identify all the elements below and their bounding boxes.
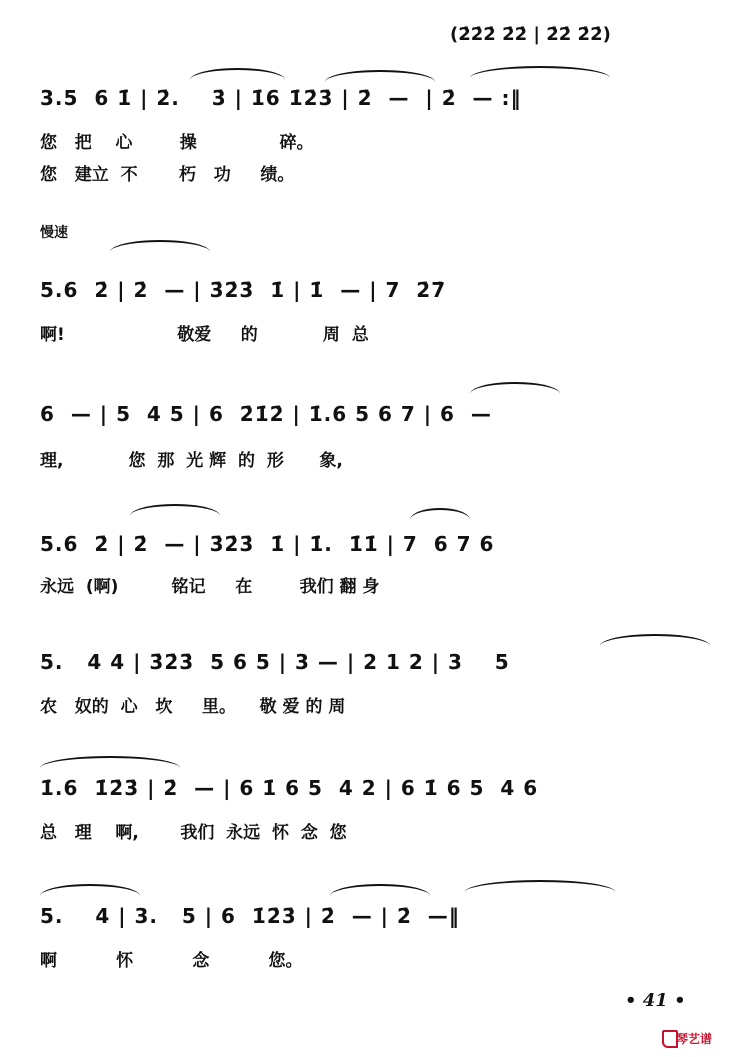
notation-line: 5. 4 4 | 3̇2̇3̇ 5 6 5 | 3 — | 2 1 2 | 3 5 [40,650,510,674]
notation-line: 5.6 2̇ | 2̇ — | 3̇2̇3̇ 1̇ | 1̇. 1̇1̇ | 7 6 7 6 [40,532,495,556]
notation-line: 3.5 6 1̇ | 2̇. 3̇ | 1̇6 1̇2̇3̇ | 2̇ — | 2̇ — :‖ [40,86,522,110]
notation-line: 5.6 2̇ | 2̇ — | 3̇2̇3̇ 1̇ | 1̇ — | 7 2̇7̇ [40,278,447,302]
slur [190,68,285,80]
slur [130,504,220,516]
page-number: • 41 • [625,990,686,1011]
slur [40,884,140,896]
intro-measures: (2̇2̇2̇ 2̇2̇ | 2̇2̇ 2̇2̇) [450,24,611,45]
notation-line: 6 — | 5 4 5 | 6 2̇1̇2̇ | 1̇.6 5 6 7 | 6 — [40,402,492,426]
slur [410,508,470,520]
slur [110,240,210,252]
lyric-line-2: 您 建立 不 朽 功 绩。 [40,165,295,185]
lyric-line-1: 农 奴的 心 坎 里。 敬 爱 的 周 [40,697,346,717]
slur [325,70,435,82]
lyric-line-1: 啊! 敬爱 的 周 总 [40,325,369,345]
lyric-line-1: 理, 您 那 光 辉 的 形 象, [40,451,343,471]
slur [600,634,710,646]
slur [470,382,560,394]
lyric-line-1: 永远 (啊) 铭记 在 我们 翻 身 [40,577,380,597]
notation-line: 1̇.6 1̇2̇3̇ | 2̇ — | 6 1̇ 6 5 4 2 | 6 1̇ 6 5 4 6 [40,776,539,800]
lyric-line-1: 啊 怀 念 您。 [40,951,303,971]
lyric-line-1: 总 理 啊, 我们 永远 怀 念 您 [40,823,347,843]
lyric-line-1: 您 把 心 操 碎。 [40,133,314,153]
slur [40,756,180,768]
notation-line: 5. 4 | 3. 5 | 6 1̇2̇3̇ | 2̇ — | 2̇ —‖ [40,904,460,928]
tempo-marking: 慢速 [40,225,68,241]
slur [330,884,430,896]
slur [470,66,610,78]
watermark-text: 琴艺谱 [676,1032,713,1046]
slur [465,880,615,892]
